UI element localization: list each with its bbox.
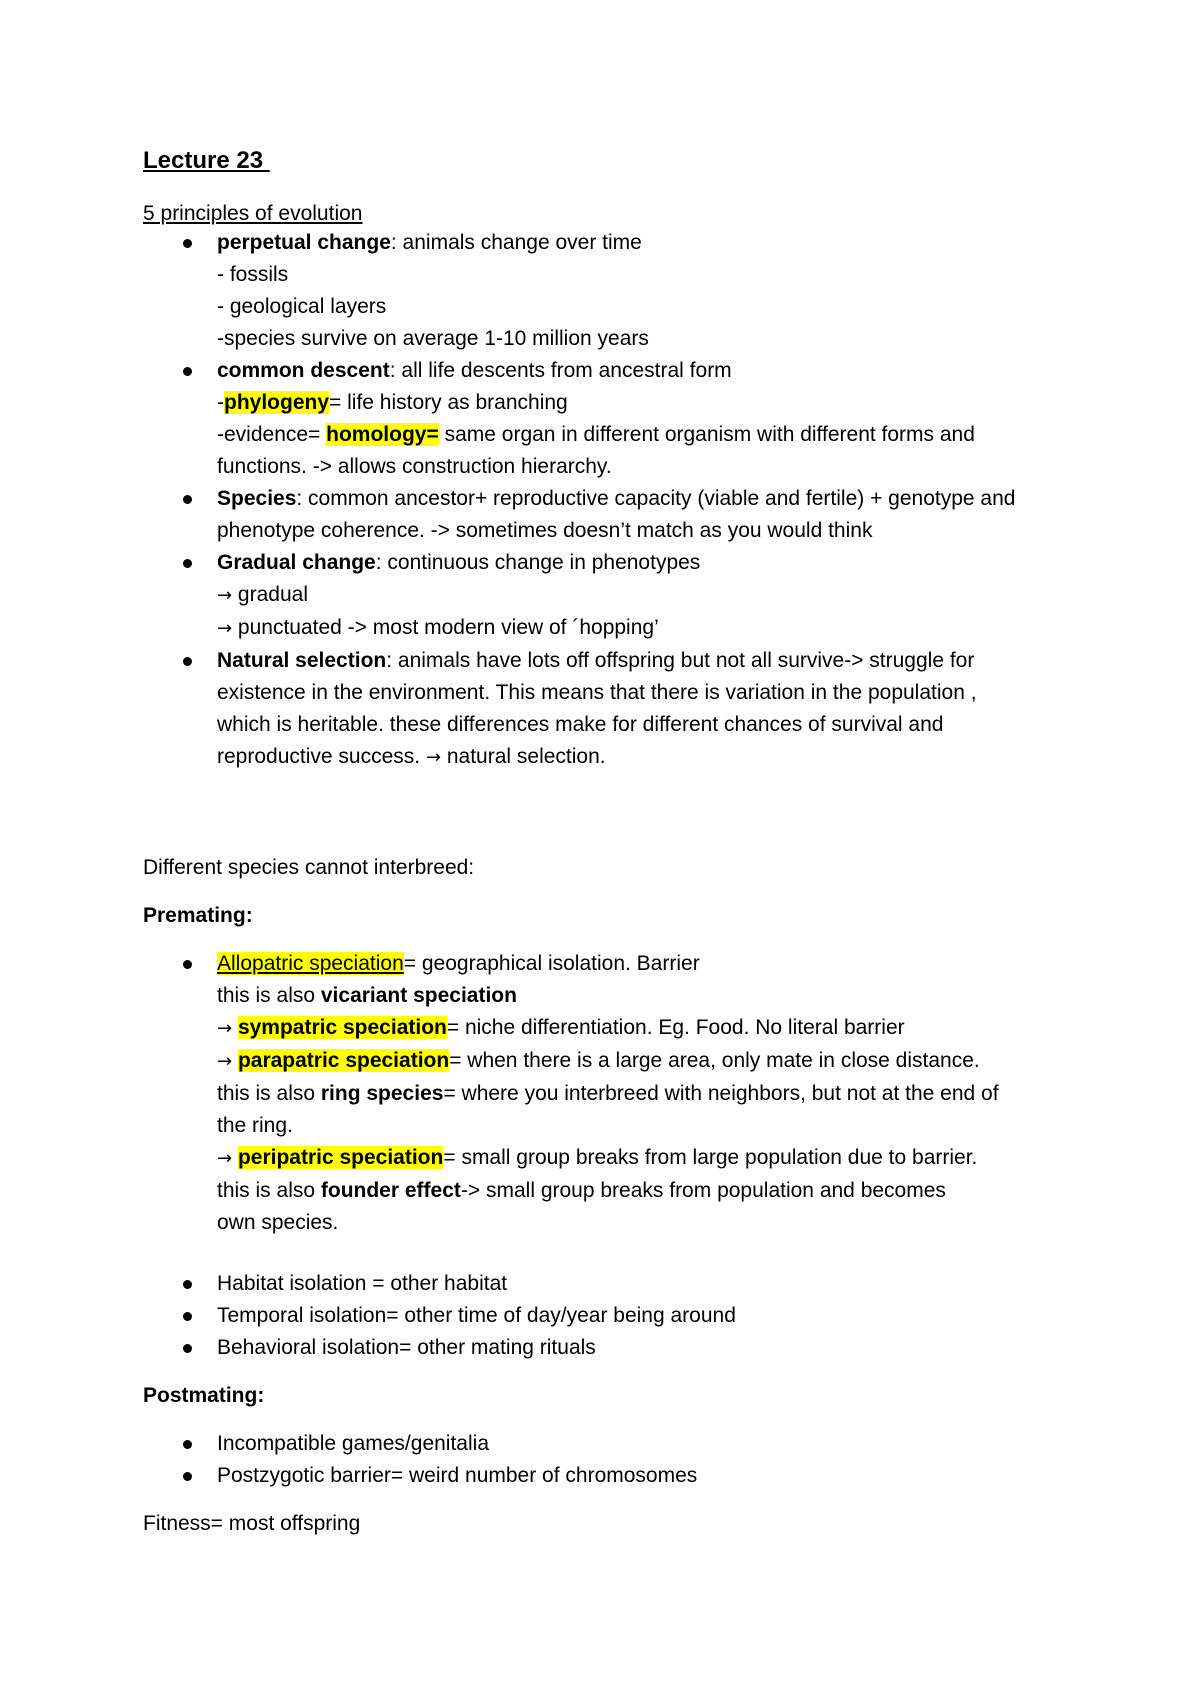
list-item-line: the ring.	[217, 1114, 293, 1137]
bullet-icon	[183, 367, 192, 376]
bullet-icon	[183, 960, 192, 969]
list-item-line: - fossils	[217, 263, 289, 286]
bullet-icon	[183, 1312, 192, 1321]
list-item	[143, 483, 1197, 547]
list-item-line: - geological layers	[217, 295, 387, 318]
list-item-line: → gradual	[217, 583, 308, 606]
highlighted-term: homology=	[326, 423, 439, 446]
list-item-line: Habitat isolation = other habitat	[217, 1272, 508, 1295]
list-item	[143, 547, 1197, 645]
list-item-line: phenotype coherence. -> sometimes doesn’t match as you would think	[217, 519, 873, 542]
list-item-line: Temporal isolation= other time of day/year being around	[217, 1304, 736, 1327]
list-item-line: Gradual change: continuous change in phenotypes	[217, 551, 701, 574]
bullet-icon	[183, 1440, 192, 1449]
postmating-heading: Postmating:	[143, 1384, 265, 1407]
bullet-icon	[183, 1472, 192, 1481]
bullet-icon	[183, 239, 192, 248]
arrow-right-icon: →	[217, 1018, 233, 1039]
list-item-line: this is also ring species= where you interbreed with neighbors, but not at the end of	[217, 1082, 999, 1105]
highlighted-term: peripatric speciation	[237, 1146, 444, 1169]
list-item-line: Behavioral isolation= other mating rituals	[217, 1336, 596, 1359]
list-item	[143, 227, 1197, 355]
bullet-icon	[183, 1344, 192, 1353]
arrow-right-icon: →	[425, 747, 442, 768]
list-item	[143, 1268, 1197, 1300]
list-item-line: → punctuated -> most modern view of ´hopping’	[217, 616, 659, 639]
bullet-icon	[183, 657, 192, 666]
list-item-line: this is also vicariant speciation	[217, 984, 517, 1007]
list-item-line: → sympatric speciation= niche differentiation. Eg. Food. No literal barrier	[217, 1016, 905, 1039]
list-item-line: → parapatric speciation= when there is a large area, only mate in close distance.	[217, 1049, 980, 1072]
interbreed-text: Different species cannot interbreed:	[143, 856, 475, 879]
premating-heading: Premating:	[143, 904, 253, 927]
list-item-line: this is also founder effect-> small group breaks from population and becomes	[217, 1179, 946, 1202]
bullet-icon	[183, 1280, 192, 1289]
list-item-line: → peripatric speciation= small group breaks from large population due to barrier.	[217, 1146, 978, 1169]
list-item-line: own species.	[217, 1211, 339, 1234]
list-item-line: Natural selection: animals have lots off offspring but not all survive-> struggle for	[217, 649, 975, 672]
list-item-line: common descent: all life descents from ancestral form	[217, 359, 732, 382]
list-item-line: functions. -> allows construction hierarchy.	[217, 455, 612, 478]
list-item-line: Species: common ancestor+ reproductive capacity (viable and fertile) + genotype and	[217, 487, 1016, 510]
highlighted-term: phylogeny	[224, 391, 330, 414]
highlighted-term: parapatric speciation	[237, 1049, 450, 1072]
list-item-line: reproductive success. → natural selection.	[217, 745, 606, 768]
bullet-icon	[183, 495, 192, 504]
list-item	[143, 1332, 1197, 1364]
arrow-right-icon: →	[217, 1148, 233, 1169]
highlighted-term: Allopatric speciation	[217, 952, 404, 975]
arrow-right-icon: →	[217, 618, 233, 639]
list-item-line: -evidence= homology= same organ in different organism with different forms and	[217, 423, 975, 446]
bullet-icon	[183, 559, 192, 568]
highlighted-term: sympatric speciation	[237, 1016, 447, 1039]
section-subtitle: 5 principles of evolution	[143, 202, 363, 225]
list-item	[143, 948, 1197, 1239]
list-item	[143, 645, 1197, 774]
list-item	[143, 1300, 1197, 1332]
list-item-line: perpetual change: animals change over time	[217, 231, 642, 254]
list-item-line: Postzygotic barrier= weird number of chromosomes	[217, 1464, 698, 1487]
list-item	[143, 1428, 1197, 1460]
arrow-right-icon: →	[217, 1051, 233, 1072]
list-item-line: existence in the environment. This means that there is variation in the population ,	[217, 681, 977, 704]
list-item	[143, 355, 1197, 483]
arrow-right-icon: →	[217, 585, 233, 606]
list-item	[143, 1460, 1197, 1492]
premating-list	[143, 948, 1197, 1239]
list-item-line: -species survive on average 1-10 million years	[217, 327, 649, 350]
lecture-title: Lecture 23	[143, 147, 270, 174]
postmating-list	[143, 1428, 1197, 1492]
list-item-line: Allopatric speciation= geographical isolation. Barrier	[217, 952, 700, 975]
list-item-line: which is heritable. these differences make for different chances of survival and	[217, 713, 944, 736]
list-item-line: Incompatible games/genitalia	[217, 1432, 489, 1455]
principles-list	[143, 227, 1197, 774]
fitness-text: Fitness= most offspring	[143, 1512, 361, 1535]
list-item-line: -phylogeny= life history as branching	[217, 391, 568, 414]
isolation-list	[143, 1268, 1197, 1364]
